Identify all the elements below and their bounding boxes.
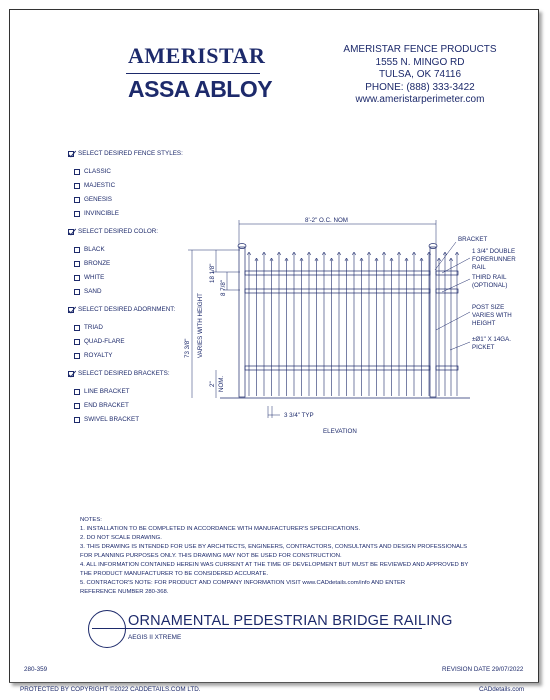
- fence-elevation-drawing: [180, 210, 520, 440]
- logo-divider: [126, 73, 260, 74]
- title-bubble: [88, 610, 126, 648]
- adornment-option[interactable]: TRIAD: [74, 324, 103, 331]
- callout-rail-3: RAIL: [472, 264, 486, 271]
- color-option[interactable]: SAND: [74, 288, 102, 295]
- elevation-label: ELEVATION: [323, 428, 357, 435]
- checkbox-icon[interactable]: [74, 339, 80, 345]
- note-line: REFERENCE NUMBER 280-368.: [80, 589, 169, 595]
- adornment-option[interactable]: QUAD-FLARE: [74, 338, 125, 345]
- company-street: 1555 N. MINGO RD: [375, 56, 465, 68]
- bracket-option[interactable]: LINE BRACKET: [74, 388, 130, 395]
- callout-varies: VARIES WITH: [472, 312, 512, 319]
- checked-box-icon: [68, 307, 74, 313]
- checkbox-icon[interactable]: [74, 197, 80, 203]
- revision-date: REVISION DATE 29/07/2022: [442, 666, 524, 673]
- style-option[interactable]: CLASSIC: [74, 168, 111, 175]
- callout-bracket: BRACKET: [458, 236, 488, 243]
- drawing-title: ORNAMENTAL PEDESTRIAN BRIDGE RAILING: [128, 613, 453, 629]
- bottom-rail: [245, 366, 430, 370]
- company-phone: PHONE: (888) 333-3422: [365, 81, 475, 93]
- bracket-option[interactable]: END BRACKET: [74, 402, 129, 409]
- callout-rail-2: FORERUNNER: [472, 256, 516, 263]
- footer-rule: [9, 682, 539, 683]
- note-line: 1. INSTALLATION TO BE COMPLETED IN ACCORDANCE WITH MANUFACTURER'S SPECIFICATIONS.: [80, 526, 361, 532]
- notes-heading: NOTES:: [80, 517, 102, 523]
- bottom-dimension: 2": [209, 381, 216, 387]
- ameristar-logo: AMERISTAR: [128, 43, 266, 68]
- color-option[interactable]: BLACK: [74, 246, 105, 253]
- checkbox-icon[interactable]: [74, 389, 80, 395]
- adornment-heading: SELECT DESIRED ADORNMENT:: [68, 306, 175, 313]
- color-option[interactable]: BRONZE: [74, 260, 110, 267]
- note-line: 5. CONTRACTOR'S NOTE: FOR PRODUCT AND COMPANY INFORMATION VISIT www.CADdetails.com/info AND ENTER: [80, 580, 406, 586]
- checked-box-icon: [68, 151, 74, 157]
- checkbox-icon[interactable]: [74, 417, 80, 423]
- checkbox-icon[interactable]: [74, 247, 80, 253]
- style-option[interactable]: GENESIS: [74, 196, 112, 203]
- callout-rail-1: 1 3/4" DOUBLE: [472, 248, 516, 255]
- checkbox-icon[interactable]: [74, 261, 80, 267]
- assa-abloy-logo: ASSA ABLOY: [128, 76, 273, 102]
- adornment-option[interactable]: ROYALTY: [74, 352, 112, 359]
- note-line: FOR PLANNING PURPOSES ONLY. THIS DRAWING MAY NOT BE USED FOR CONSTRUCTION.: [80, 553, 342, 559]
- drawing-sheet: [9, 9, 539, 683]
- callout-optional: (OPTIONAL): [472, 282, 508, 289]
- note-line: 3. THIS DRAWING IS INTENDED FOR USE BY ARCHITECTS, ENGINEERS, CONTRACTORS, CONSULTANTS AND DESIGN PROFESSIONALS: [80, 544, 468, 550]
- bracket-option[interactable]: SWIVEL BRACKET: [74, 416, 139, 423]
- checkbox-icon[interactable]: [74, 289, 80, 295]
- checkbox-icon[interactable]: [74, 325, 80, 331]
- company-website[interactable]: www.ameristarperimeter.com: [355, 94, 485, 105]
- callout-post-size: POST SIZE: [472, 304, 505, 311]
- picket-spacing: 3 3/4" TYP: [284, 412, 314, 419]
- checkbox-icon[interactable]: [74, 211, 80, 217]
- checkbox-icon[interactable]: [74, 403, 80, 409]
- height-note: VARIES WITH HEIGHT: [197, 293, 204, 358]
- checkbox-icon[interactable]: [74, 169, 80, 175]
- checkbox-icon[interactable]: [74, 353, 80, 359]
- bottom-nom: NOM.: [218, 375, 225, 392]
- forerunner-rail: [245, 289, 430, 293]
- company-name: AMERISTAR FENCE PRODUCTS: [343, 44, 497, 55]
- company-city: TULSA, OK 74116: [378, 69, 462, 80]
- top-rail: [245, 271, 430, 275]
- note-line: 4. ALL INFORMATION CONTAINED HEREIN WAS CURRENT AT THE TIME OF DEVELOPMENT BUT MUST BE REVIEWED AND APPROVED BY: [80, 562, 469, 568]
- rail-dimension: 8 7/8": [220, 280, 227, 296]
- callout-third-rail: THIRD RAIL: [472, 274, 507, 281]
- notes-block: [80, 516, 468, 597]
- note-line: THE PRODUCT MANUFACTURER TO BE CONSIDERED ACCURATE.: [80, 571, 269, 577]
- left-post: [239, 247, 245, 397]
- brackets-heading: SELECT DESIRED BRACKETS:: [68, 370, 170, 377]
- color-option[interactable]: WHITE: [74, 274, 104, 281]
- company-info: [340, 44, 500, 107]
- checkbox-icon[interactable]: [74, 183, 80, 189]
- checkbox-icon[interactable]: [74, 275, 80, 281]
- caddetails-link[interactable]: CADdetails.com: [479, 686, 525, 693]
- drawing-number: 280-359: [24, 666, 48, 673]
- drawing-subtitle: AEGIS II XTREME: [128, 634, 182, 641]
- style-option[interactable]: MAJESTIC: [74, 182, 115, 189]
- copyright-notice: PROTECTED BY COPYRIGHT ©2022 CADDETAILS.COM LTD.: [20, 686, 201, 693]
- checked-box-icon: [68, 229, 74, 235]
- callout-picket-size: ±Ø1" X 14GA.: [472, 336, 511, 343]
- width-dimension: 8'-2" O.C. NOM: [305, 217, 348, 224]
- callout-height: HEIGHT: [472, 320, 496, 327]
- callout-picket: PICKET: [472, 344, 495, 351]
- top-dimension: 18 1/8": [209, 263, 216, 283]
- styles-heading: SELECT DESIRED FENCE STYLES:: [68, 150, 183, 157]
- style-option[interactable]: INVINCIBLE: [74, 210, 119, 217]
- color-heading: SELECT DESIRED COLOR:: [68, 228, 158, 235]
- overall-height-dimension: 73 3/8": [184, 338, 191, 358]
- checked-box-icon: [68, 371, 74, 377]
- note-line: 2. DO NOT SCALE DRAWING.: [80, 535, 162, 541]
